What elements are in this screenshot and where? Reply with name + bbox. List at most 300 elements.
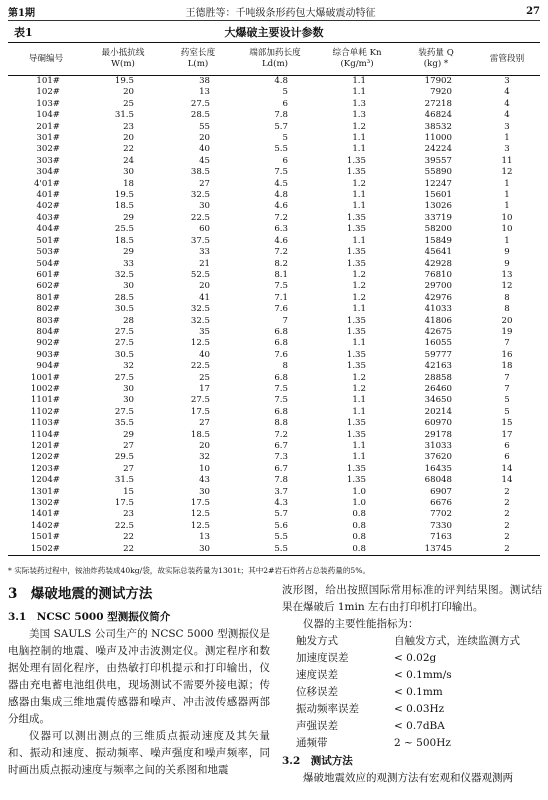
- table-cell: 12.5: [190, 520, 210, 531]
- table-cell: 1.35: [346, 429, 366, 440]
- table-cell: 30: [199, 486, 210, 497]
- table-cell: 20214: [424, 406, 452, 417]
- table-cell: 0.8: [352, 532, 366, 543]
- table-cell: 40: [199, 349, 210, 360]
- table-row: [8, 87, 540, 98]
- table-cell: 301#: [36, 133, 60, 144]
- table-cell: 1.35: [346, 361, 366, 372]
- table-cell: 5: [282, 87, 288, 98]
- table-cell: 403#: [36, 212, 60, 223]
- spec-row: [282, 633, 542, 650]
- spec-value: 2 ~ 500Hz: [394, 737, 451, 749]
- spec-key: 加速度误差: [296, 652, 349, 664]
- table-row: [8, 521, 540, 532]
- table-cell: 38: [199, 76, 210, 86]
- table-cell: 8.2: [274, 258, 288, 269]
- table-cell: 7.2: [274, 247, 288, 258]
- table-cell: 1.1: [352, 76, 366, 86]
- table-cell: 201#: [36, 121, 60, 132]
- table-cell: 1.2: [352, 121, 366, 132]
- table-cell: 6: [282, 155, 288, 166]
- table-cell: 12.5: [190, 509, 210, 520]
- table-header-row: [8, 43, 540, 76]
- table-cell: 2: [504, 520, 510, 531]
- table-cell: 4: [504, 87, 510, 98]
- spec-list: [282, 633, 542, 752]
- table-cell: 31.5: [114, 110, 134, 121]
- table-cell: 7.5: [274, 395, 288, 406]
- table-cell: 1.35: [346, 212, 366, 223]
- table-cell: 27.5: [114, 338, 134, 349]
- column-header: 最小抵抗线 W(m): [84, 43, 162, 76]
- table-cell: 7330: [430, 520, 452, 531]
- table-cell: 7: [504, 372, 510, 383]
- table-cell: 14: [501, 475, 513, 486]
- table-cell: 1302#: [30, 498, 60, 509]
- table-row: [8, 190, 540, 201]
- table-cell: 1.35: [346, 326, 366, 337]
- table-cell: 24224: [424, 144, 452, 155]
- table-cell: 16055: [424, 338, 452, 349]
- table-cell: 504#: [36, 258, 60, 269]
- table-cell: 17.5: [190, 498, 210, 509]
- table-cell: 30: [123, 383, 134, 394]
- table-cell: 1.1: [352, 144, 366, 155]
- table-cell: 29: [123, 247, 134, 258]
- table-cell: 25.5: [114, 224, 134, 235]
- table-cell: 29178: [424, 429, 452, 440]
- table-cell: 7.2: [274, 212, 288, 223]
- table-cell: 1.1: [352, 441, 366, 451]
- table-row: [8, 509, 540, 520]
- table-cell: 8: [504, 304, 510, 315]
- table-cell: 1401#: [30, 509, 60, 520]
- table-cell: 15849: [424, 235, 452, 246]
- table-cell: 803#: [36, 315, 60, 326]
- table-row: [8, 441, 540, 452]
- table-cell: 30: [162, 544, 234, 556]
- table-cell: 14: [501, 463, 513, 474]
- table-row: [8, 350, 540, 361]
- spec-key: 位移误差: [296, 686, 338, 698]
- spec-intro: 仪器的主要性能指标为：: [303, 618, 419, 630]
- table-cell: 45: [199, 155, 210, 166]
- table-row: [8, 464, 540, 475]
- page-number: 27: [526, 5, 540, 17]
- table-cell: 4: [504, 110, 510, 121]
- table-cell: 4.3: [274, 498, 288, 509]
- table-cell: 17.5: [114, 498, 134, 509]
- table-cell: 43: [199, 475, 210, 486]
- table-cell: 1402#: [30, 520, 60, 531]
- table-cell: 8.8: [274, 418, 288, 429]
- spec-value: < 0.02g: [394, 652, 437, 664]
- table-cell: 27.5: [114, 406, 134, 417]
- table-row: [8, 407, 540, 418]
- column-header: 端部加药长度 Ld(m): [234, 43, 316, 76]
- table-cell: 503#: [36, 247, 60, 258]
- table-cell: 33: [123, 258, 134, 269]
- table-cell: 104#: [36, 110, 60, 121]
- table-cell: 13: [199, 532, 210, 543]
- table-row: [8, 544, 540, 556]
- spec-value: < 0.1mm/s: [394, 669, 452, 681]
- spec-row: [282, 735, 542, 752]
- table-cell: 3: [504, 144, 510, 155]
- table-row: [8, 270, 540, 281]
- table-cell: 1.1: [352, 304, 366, 315]
- table-row: [8, 361, 540, 372]
- table-cell: 401#: [36, 190, 60, 201]
- table-cell: 1502#: [8, 544, 84, 556]
- table-cell: 42675: [424, 326, 452, 337]
- table-cell: 27218: [424, 98, 452, 109]
- subsection-heading-3-2: 3.2 测试方法: [282, 755, 353, 767]
- table-cell: 0.8: [352, 509, 366, 520]
- table-cell: 1.2: [352, 269, 366, 280]
- table-cell: 22.5: [190, 212, 210, 223]
- table-cell: 28.5: [190, 110, 210, 121]
- column-header: 药室长度 L(m): [162, 43, 234, 76]
- table-cell: 17: [501, 429, 513, 440]
- table-cell: 4.5: [274, 178, 288, 189]
- table-cell: 6.8: [274, 326, 288, 337]
- table-cell: 13026: [424, 201, 452, 212]
- table-cell: 35: [199, 326, 210, 337]
- table-cell: 4.8: [274, 76, 288, 86]
- table-cell: 34650: [424, 395, 452, 406]
- table-cell: 12: [501, 167, 513, 178]
- table-cell: 11: [501, 155, 513, 166]
- table-row: [8, 532, 540, 543]
- table-cell: 55890: [424, 167, 452, 178]
- table-cell: 903#: [36, 349, 60, 360]
- table-cell: 40: [199, 144, 210, 155]
- table-row: [8, 259, 540, 270]
- table-cell: 15: [501, 418, 513, 429]
- table-cell: 13: [199, 87, 210, 98]
- table-cell: 29: [123, 212, 134, 223]
- table-cell: 6.8: [274, 406, 288, 417]
- subsection-heading-3-1: 3.1 NCSC 5000 型测振仪简介: [8, 611, 171, 623]
- spec-value: < 0.7dBA: [394, 720, 445, 732]
- table-row: [8, 418, 540, 429]
- table-cell: 18: [501, 361, 513, 372]
- table-cell: 18: [123, 178, 134, 189]
- table-cell: 1001#: [30, 372, 60, 383]
- table-cell: 1103#: [30, 418, 60, 429]
- table-cell: 2: [504, 509, 510, 520]
- table-cell: 1.2: [352, 383, 366, 394]
- table-cell: 27: [199, 178, 210, 189]
- table-cell: 3.7: [274, 486, 288, 497]
- column-header: 综合单耗 Kn (Kg/m³): [316, 43, 398, 76]
- table-cell: 1.1: [352, 235, 366, 246]
- table-cell: 30.5: [114, 349, 134, 360]
- spec-row: [282, 684, 542, 701]
- column-header: 雷管段别: [474, 43, 540, 76]
- table-cell: 1.3: [352, 110, 366, 121]
- table-cell: 35.5: [114, 418, 134, 429]
- table-cell: 7920: [430, 87, 452, 98]
- table-cell: 1.35: [346, 258, 366, 269]
- table-cell: 22: [123, 144, 134, 155]
- table-row: [8, 156, 540, 167]
- table-cell: 20: [199, 133, 210, 144]
- table-cell: 1: [504, 190, 510, 201]
- table-cell: 0.8: [316, 544, 398, 556]
- table-cell: 4.6: [274, 235, 288, 246]
- table-cell: 59777: [424, 349, 452, 360]
- table-cell: 904#: [36, 361, 60, 372]
- section-heading: 3 爆破地震的测试方法: [8, 586, 153, 602]
- table-cell: 7.8: [274, 475, 288, 486]
- table-cell: 32: [123, 361, 134, 372]
- table-cell: 7.6: [274, 349, 288, 360]
- table-cell: 22: [84, 544, 162, 556]
- table-cell: 21: [199, 258, 210, 269]
- table-row: [8, 76, 540, 88]
- spec-key: 速度误差: [296, 669, 338, 681]
- table-cell: 6.7: [274, 441, 288, 451]
- table-cell: 30: [123, 167, 134, 178]
- table-cell: 15601: [424, 190, 452, 201]
- table-row: [8, 316, 540, 327]
- table-cell: 1.35: [346, 315, 366, 326]
- table-cell: 1.0: [352, 498, 366, 509]
- table-row: [8, 293, 540, 304]
- table-cell: 5: [504, 406, 510, 417]
- table-cell: 41: [199, 292, 210, 303]
- table-cell: 30: [123, 281, 134, 292]
- table-cell: 902#: [36, 338, 60, 349]
- left-column: [8, 582, 270, 779]
- table-cell: 7702: [430, 509, 452, 520]
- table-cell: 1.35: [346, 418, 366, 429]
- table-cell: 20: [199, 441, 210, 451]
- table-cell: 20: [199, 281, 210, 292]
- table-cell: 7.5: [274, 383, 288, 394]
- table-cell: 41806: [424, 315, 452, 326]
- table-cell: 29: [123, 429, 134, 440]
- table-cell: 5.5: [234, 544, 316, 556]
- table-cell: 6.7: [274, 463, 288, 474]
- table-cell: 52.5: [190, 269, 210, 280]
- table-cell: 1.1: [352, 87, 366, 98]
- table-cell: 25: [123, 98, 134, 109]
- running-title: 王德胜等：千吨级条形药包大爆破震动特征: [185, 7, 376, 19]
- table-note: * 实际装药过程中，铵油炸药装成40kg/袋，故实际总装药量为1301t；其中2#岩石炸药占总装药量的5%。: [8, 566, 371, 575]
- table-cell: 9: [504, 258, 510, 269]
- paragraph-continued: 波形图，给出按照国际常用标准的评判结果图。测试结果在爆破后 1min 左右由打印机打印输出。: [282, 584, 542, 613]
- table-cell: 58200: [424, 224, 452, 235]
- table-row: [8, 304, 540, 315]
- table-cell: 2: [474, 544, 540, 556]
- table-cell: 4'01#: [34, 178, 60, 189]
- table-title: 大爆破主要设计参数: [224, 26, 324, 39]
- table-cell: 1101#: [30, 395, 60, 406]
- table-cell: 23: [123, 121, 134, 132]
- table-cell: 3: [504, 121, 510, 132]
- table-cell: 4.6: [274, 201, 288, 212]
- table-cell: 2: [504, 532, 510, 543]
- table-cell: 7163: [430, 532, 452, 543]
- table-cell: 16435: [424, 463, 452, 474]
- table-cell: 804#: [36, 326, 60, 337]
- table-cell: 6: [504, 441, 510, 451]
- table-cell: 25: [199, 372, 210, 383]
- table-cell: 28: [123, 315, 134, 326]
- table-row: [8, 99, 540, 110]
- table-cell: 6.8: [274, 372, 288, 383]
- table-cell: 3: [504, 76, 510, 86]
- column-header: 装药量 Q (kg) *: [398, 43, 474, 76]
- right-column: [282, 582, 542, 787]
- table-cell: 12.5: [190, 338, 210, 349]
- table-cell: 42163: [424, 361, 452, 372]
- table-cell: 802#: [36, 304, 60, 315]
- table-cell: 19.5: [114, 76, 134, 86]
- table-cell: 22.5: [190, 361, 210, 372]
- table-cell: 26460: [424, 383, 452, 394]
- table-cell: 32.5: [190, 315, 210, 326]
- table-cell: 13: [501, 269, 513, 280]
- table-cell: 29.5: [114, 452, 134, 463]
- table-cell: 18.5: [190, 429, 210, 440]
- table-cell: 24: [123, 155, 134, 166]
- table-cell: 5: [504, 395, 510, 406]
- table-cell: 2: [504, 486, 510, 497]
- table-cell: 8.1: [274, 269, 288, 280]
- table-cell: 402#: [36, 201, 60, 212]
- table-cell: 41033: [424, 304, 452, 315]
- table-cell: 6907: [430, 486, 452, 497]
- table-row: [8, 487, 540, 498]
- table-cell: 1: [504, 178, 510, 189]
- column-header: 导硐编号: [8, 43, 84, 76]
- spec-key: 声强误差: [296, 720, 338, 732]
- table-cell: 23: [123, 509, 134, 520]
- table-cell: 302#: [36, 144, 60, 155]
- spec-row: [282, 701, 542, 718]
- table-cell: 18.5: [114, 235, 134, 246]
- table-cell: 9: [504, 247, 510, 258]
- table-cell: 31033: [424, 441, 452, 451]
- table-cell: 16: [501, 349, 513, 360]
- table-cell: 10: [501, 224, 513, 235]
- table-cell: 1.35: [346, 167, 366, 178]
- issue-label: 第1期: [8, 7, 35, 19]
- table-row: [8, 179, 540, 190]
- table-cell: 5.6: [274, 520, 288, 531]
- table-cell: 20: [123, 87, 134, 98]
- table-cell: 30: [199, 201, 210, 212]
- table-row: [8, 281, 540, 292]
- table-cell: 1.35: [346, 155, 366, 166]
- table-cell: 1104#: [30, 429, 60, 440]
- table-row: [8, 338, 540, 349]
- table-cell: 1.35: [346, 349, 366, 360]
- table-row: [8, 213, 540, 224]
- table-cell: 45641: [424, 247, 452, 258]
- table-cell: 1301#: [30, 486, 60, 497]
- table-cell: 55: [199, 121, 210, 132]
- table-cell: 19: [501, 326, 513, 337]
- table-cell: 601#: [36, 269, 60, 280]
- table-cell: 17.5: [190, 406, 210, 417]
- table-cell: 303#: [36, 155, 60, 166]
- table-cell: 17: [199, 383, 210, 394]
- table-cell: 7: [504, 338, 510, 349]
- table-cell: 32: [199, 452, 210, 463]
- table-cell: 1.2: [352, 372, 366, 383]
- table-cell: 1.1: [352, 190, 366, 201]
- table-cell: 33719: [424, 212, 452, 223]
- table-cell: 31.5: [114, 475, 134, 486]
- table-cell: 0.8: [352, 520, 366, 531]
- table-cell: 1: [504, 201, 510, 212]
- table-cell: 30.5: [114, 304, 134, 315]
- table-row: [8, 236, 540, 247]
- table-row: [8, 167, 540, 178]
- table-cell: 20: [123, 133, 134, 144]
- table-cell: 27: [123, 441, 134, 451]
- table-cell: 68048: [424, 475, 452, 486]
- table-cell: 4: [504, 98, 510, 109]
- table-cell: 1204#: [30, 475, 60, 486]
- table-cell: 10: [199, 463, 210, 474]
- table-cell: 5: [282, 133, 288, 144]
- table-cell: 6: [504, 452, 510, 463]
- page-header: [8, 2, 540, 21]
- table-row: [8, 384, 540, 395]
- table-row: [8, 498, 540, 509]
- table-cell: 33: [199, 247, 210, 258]
- table-cell: 27.5: [190, 395, 210, 406]
- table-row: [8, 247, 540, 258]
- table-cell: 7.2: [274, 429, 288, 440]
- table-cell: 1.1: [352, 406, 366, 417]
- spec-key: 触发方式: [296, 635, 338, 647]
- table-cell: 30: [123, 395, 134, 406]
- table-cell: 1: [504, 133, 510, 144]
- table-row: [8, 144, 540, 155]
- table-cell: 27.5: [114, 326, 134, 337]
- table-cell: 27.5: [190, 98, 210, 109]
- table-cell: 32.5: [190, 304, 210, 315]
- table-cell: 1.35: [346, 224, 366, 235]
- table-row: [8, 395, 540, 406]
- table-cell: 15: [123, 486, 134, 497]
- table-cell: 1002#: [30, 383, 60, 394]
- table-cell: 37620: [424, 452, 452, 463]
- table-cell: 103#: [36, 98, 60, 109]
- table-cell: 28858: [424, 372, 452, 383]
- table-body: [8, 76, 540, 556]
- design-parameters-table: [8, 42, 540, 556]
- table-cell: 304#: [36, 167, 60, 178]
- table-cell: 6: [282, 98, 288, 109]
- table-cell: 1.35: [346, 463, 366, 474]
- table-caption: [8, 24, 540, 40]
- table-row: [8, 373, 540, 384]
- table-cell: 801#: [36, 292, 60, 303]
- table-row: [8, 201, 540, 212]
- spec-row: [282, 650, 542, 667]
- spec-value: 自触发方式，连续监测方式: [394, 635, 520, 647]
- spec-value: < 0.1mm: [394, 686, 443, 698]
- table-cell: 5.7: [274, 121, 288, 132]
